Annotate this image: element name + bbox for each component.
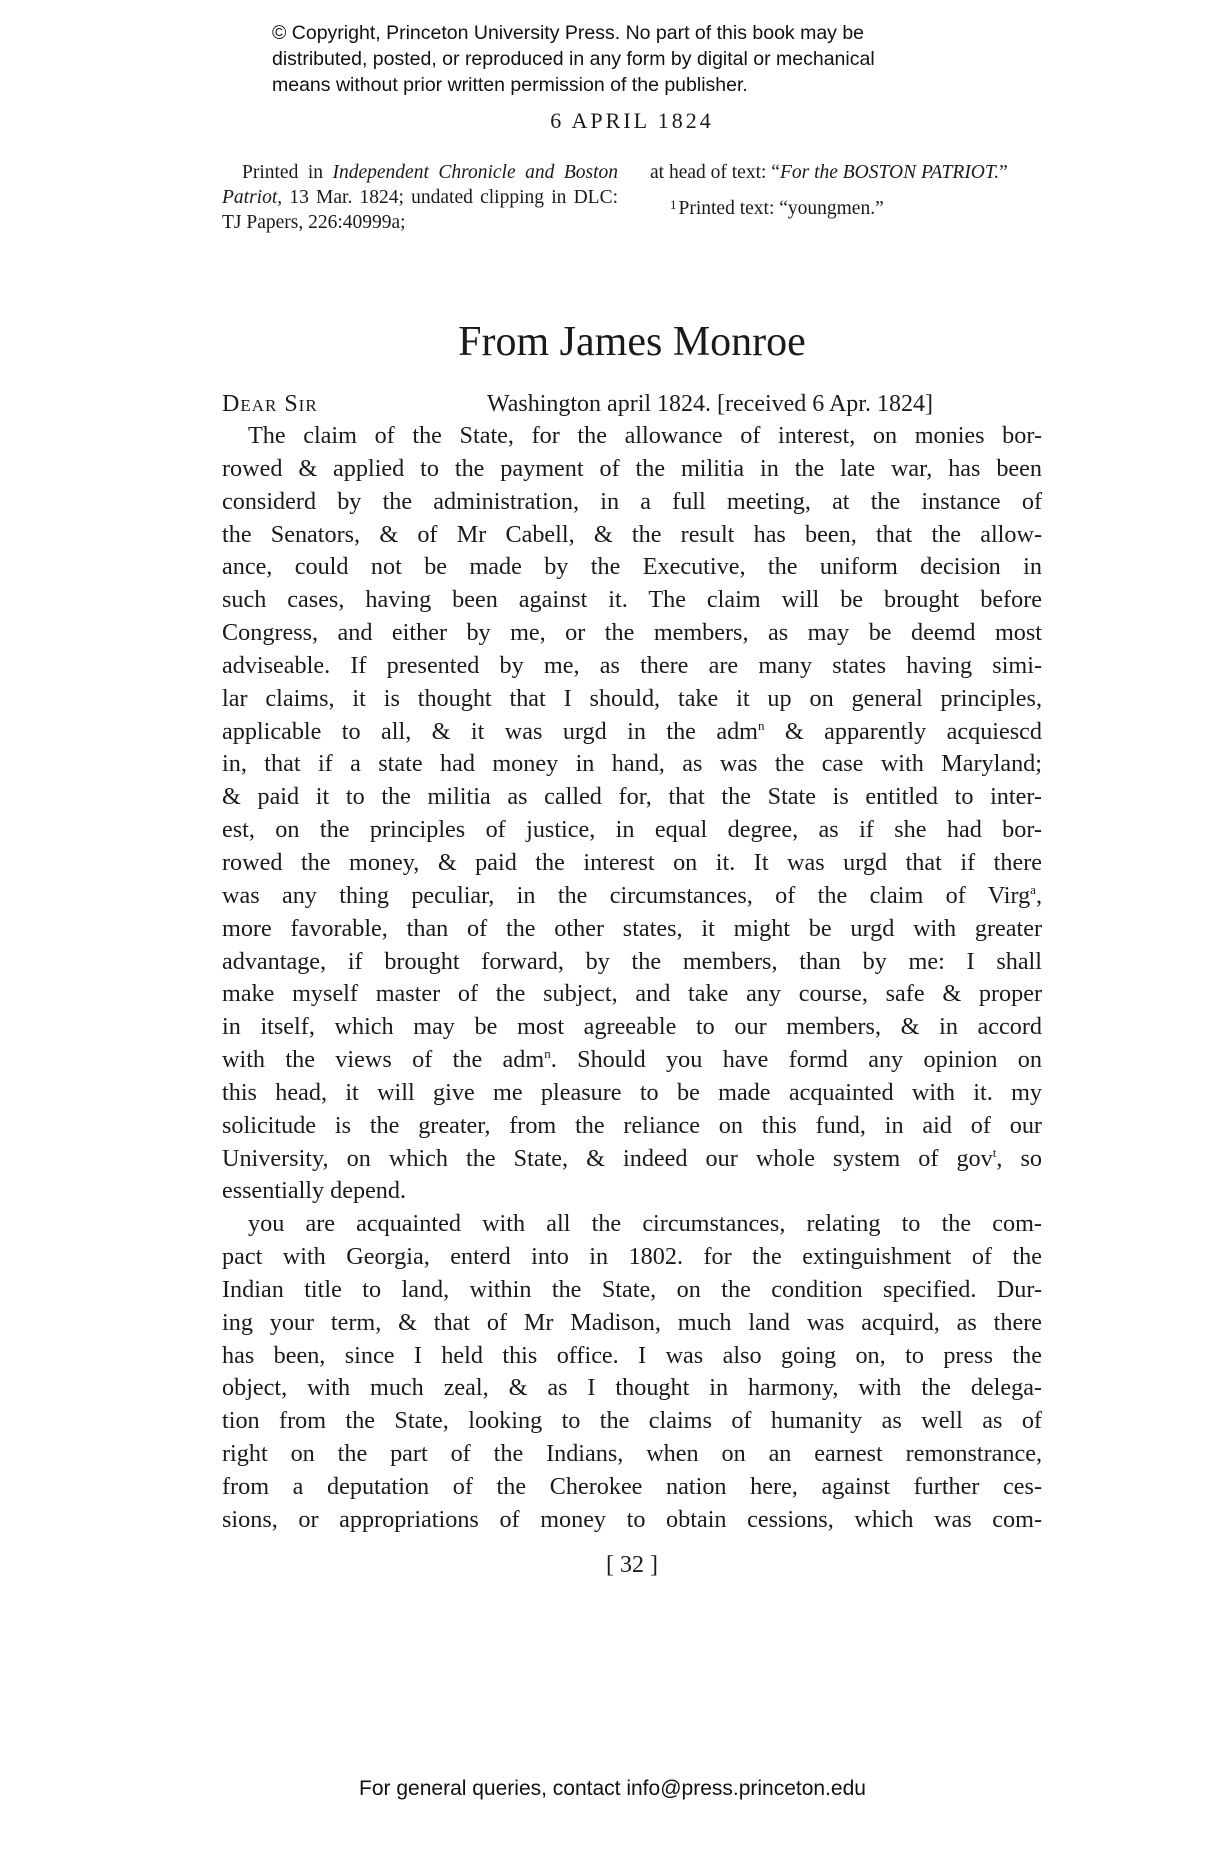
letter-line: [222, 748, 1042, 781]
source-note-continuation: [650, 160, 1042, 185]
letter-line: [222, 551, 1042, 584]
letter-line-text: lar claims, it is thought that I should, take it up on general principles,: [222, 684, 1042, 712]
page-number: [ 32 ]: [606, 1552, 658, 1578]
footer-contact: For general queries, contact info@press.princeton.edu: [359, 1777, 866, 1800]
letter-line-text: solicitude is the greater, from the reliance on this fund, in aid of our: [222, 1111, 1042, 1139]
superscript-abbreviation: t: [992, 1144, 997, 1160]
source-note-heading: For the BOSTON PATRIOT.: [779, 162, 1000, 183]
letter-line-text: you are acquainted with all the circumstances, relating to the com-: [248, 1210, 1042, 1238]
letter-line-text: essentially depend.: [222, 1177, 407, 1205]
letter-line-text: such cases, having been against it. The claim will be brought before: [222, 586, 1042, 614]
letter-line: [222, 880, 1042, 913]
letter-line-text: more favorable, than of the other states, it might be urgd with greater: [222, 914, 1042, 942]
copyright-line: distributed, posted, or reproduced in any form by digital or mechanical: [272, 48, 875, 70]
letter-line-text: sions, or appropriations of money to obtain cessions, which was com-: [222, 1505, 1042, 1533]
letter-line-text: was any thing peculiar, in the circumstances, of the claim of Virg: [222, 881, 1031, 909]
letter-line-text: has been, since I held this office. I was also going on, to press the: [222, 1341, 1042, 1369]
letter-line-text: Indian title to land, within the State, on the condition specified. Dur-: [222, 1275, 1042, 1303]
letter-line: [222, 683, 1042, 716]
letter-line-text: from a deputation of the Cherokee nation here, against further ces-: [222, 1473, 1042, 1500]
letter-line-text: in, that if a state had money in hand, as was the case with Maryland;: [222, 750, 1042, 778]
source-note-text: at head of text: “: [650, 162, 780, 183]
letter-line: [222, 519, 1042, 552]
letter-line-text: tion from the State, looking to the claims of humanity as well as of: [222, 1407, 1042, 1435]
letter-line: [222, 486, 1042, 519]
letter-line: [222, 847, 1042, 880]
letter-line: [222, 650, 1042, 683]
letter-line: [222, 1143, 1042, 1176]
letter-line: [222, 1175, 1042, 1208]
source-note-right: [650, 160, 1042, 221]
letter-line: [222, 617, 1042, 650]
letter-line: [222, 1241, 1042, 1274]
letter-line-text: University, on which the State, & indeed our whole system of gov: [222, 1144, 993, 1172]
letter-line-text: rowed the money, & paid the interest on it. It was urgd that if there: [222, 848, 1042, 876]
letter-line-text: adviseable. If presented by me, as there are many states having simi-: [222, 651, 1042, 679]
letter-line-text: make myself master of the subject, and take any course, safe & proper: [222, 980, 1042, 1008]
source-note-text: ”: [999, 162, 1008, 183]
source-note-left: [222, 160, 618, 235]
copyright-line: © Copyright, Princeton University Press. No part of this book may be: [272, 22, 865, 44]
letter-title: From James Monroe: [458, 319, 806, 365]
letter-line: [222, 420, 1042, 453]
letter-line: [222, 913, 1042, 946]
letter-line-text: Congress, and either by me, or the members, as may be deemd most: [222, 619, 1042, 647]
letter-line-text: est, on the principles of justice, in equal degree, as if she had bor-: [222, 816, 1042, 844]
letter-line: [222, 1504, 1042, 1537]
letter-line-text: object, with much zeal, & as I thought in harmony, with the delega-: [222, 1374, 1042, 1402]
letter-line: [222, 1274, 1042, 1307]
letter-line-text: & apparently acquiescd: [764, 717, 1042, 745]
letter-line-text: this head, it will give me pleasure to be made acquainted with it. my: [222, 1078, 1042, 1106]
letter-line-text: right on the part of the Indians, when on an earnest remonstrance,: [222, 1440, 1042, 1468]
letter-body: [222, 420, 1042, 1537]
letter-line: [222, 1471, 1042, 1504]
letter-line: [222, 1372, 1042, 1405]
source-note-text: Printed in: [242, 162, 333, 183]
letter-line: [222, 1011, 1042, 1044]
letter-line: [222, 1340, 1042, 1373]
letter-line: [222, 781, 1042, 814]
running-head: 6 APRIL 1824: [550, 108, 714, 133]
letter-line-text: pact with Georgia, enterd into in 1802. for the extinguishment of the: [222, 1243, 1042, 1271]
letter-line-text: advantage, if brought forward, by the members, than by me: I shall: [222, 947, 1042, 975]
letter-line: [222, 1307, 1042, 1340]
letter-line-text: , so: [996, 1144, 1042, 1172]
superscript-abbreviation: n: [757, 717, 765, 733]
letter-line: [222, 584, 1042, 617]
letter-line: [222, 1077, 1042, 1110]
letter-line-text: the Senators, & of Mr Cabell, & the result has been, that the allow-: [222, 520, 1042, 548]
letter-line-text: with the views of the adm: [222, 1046, 545, 1074]
letter-line-text: ing your term, & that of Mr Madison, much land was acquird, as there: [222, 1308, 1042, 1336]
letter-line: [222, 1110, 1042, 1143]
letter-line: [222, 1044, 1042, 1077]
salutation: Dear Sir: [222, 391, 318, 417]
letter-dateline: [222, 388, 1042, 420]
letter-line: [222, 1438, 1042, 1471]
letter-line-text: in itself, which may be most agreeable to our members, & in accord: [222, 1013, 1042, 1041]
footnote-text: Printed text: “youngmen.”: [678, 198, 884, 219]
copyright-line: means without prior written permission of the publisher.: [272, 74, 748, 96]
superscript-abbreviation: a: [1030, 881, 1036, 897]
source-note-title: Independent Chronicle and Boston Patriot: [222, 162, 619, 208]
letter-line: [222, 453, 1042, 486]
letter-line: [222, 1405, 1042, 1438]
letter-line: [222, 978, 1042, 1011]
copyright-notice: [272, 20, 1032, 98]
letter-line-text: & paid it to the militia as called for, that the State is entitled to inter-: [222, 783, 1042, 811]
letter-line: [222, 946, 1042, 979]
letter-line: [222, 1208, 1042, 1241]
source-note-text: , 13 Mar. 1824; undated clipping in DLC: TJ Papers, 226:40999a;: [222, 187, 618, 233]
letter-line-text: applicable to all, & it was urgd in the adm: [222, 717, 758, 745]
source-note-paragraph: [222, 160, 618, 235]
footnote-marker: 1: [670, 197, 677, 212]
letter-line-text: The claim of the State, for the allowance of interest, on monies bor-: [248, 422, 1042, 449]
place-and-date: Washington april 1824. [received 6 Apr. 1824]: [487, 391, 933, 417]
letter-line-text: . Should you have formd any opinion on: [550, 1046, 1042, 1074]
letter-line: [222, 814, 1042, 847]
footnote: [650, 196, 1042, 221]
letter-line-text: ance, could not be made by the Executive, the uniform decision in: [222, 553, 1042, 581]
letter-line-text: considerd by the administration, in a full meeting, at the instance of: [222, 487, 1042, 515]
letter-line: [222, 716, 1042, 749]
superscript-abbreviation: n: [544, 1046, 551, 1062]
letter-line-text: rowed & applied to the payment of the militia in the late war, has been: [222, 454, 1042, 482]
letter-line-text: ,: [1035, 881, 1042, 909]
